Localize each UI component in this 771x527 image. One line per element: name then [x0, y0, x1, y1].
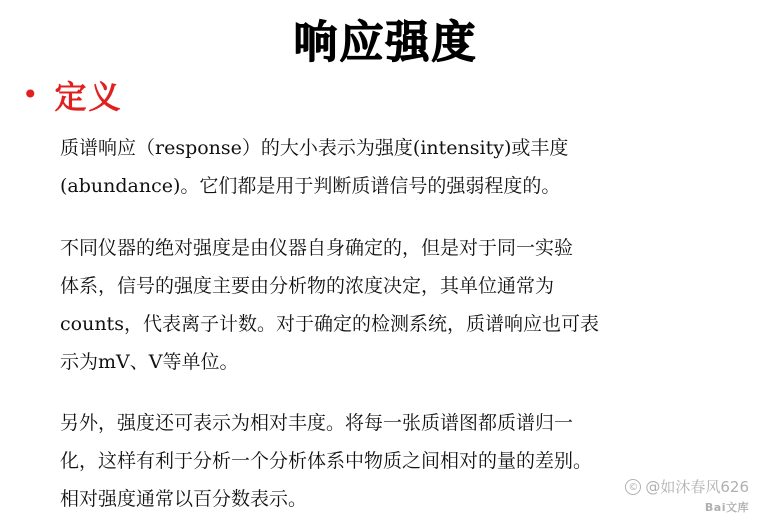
paragraph-line: 化，这样有利于分析一个分析体系中物质之间相对的量的差别。 [60, 450, 593, 472]
paragraph-line: 另外，强度还可表示为相对丰度。将每一张质谱图都质谱归一 [60, 412, 574, 434]
paragraph-line: 体系，信号的强度主要由分析物的浓度决定，其单位通常为 [60, 275, 555, 297]
watermark-author-row [625, 476, 749, 497]
paragraph-line: counts，代表离子计数。对于确定的检测系统，质谱响应也可表 [60, 313, 599, 335]
paragraph-relative-abundance [60, 404, 680, 518]
section-heading: 定义 [54, 78, 123, 116]
paragraph-line: (abundance)。它们都是用于判断质谱信号的强弱程度的。 [60, 175, 561, 197]
definition-section-header [22, 72, 123, 118]
slide-title: 响应强度 [293, 17, 478, 68]
watermark [625, 476, 749, 515]
paragraph-absolute-intensity [60, 229, 680, 381]
paragraph-line: 相对强度通常以百分数表示。 [60, 488, 308, 510]
copyright-icon: © [625, 479, 641, 495]
paragraph-definition [60, 129, 680, 205]
bullet-icon: • [22, 78, 39, 111]
paragraph-line: 不同仪器的绝对强度是由仪器自身确定的，但是对于同一实验 [60, 237, 574, 259]
paragraph-line: 质谱响应（response）的大小表示为强度(intensity)或丰度 [60, 137, 569, 159]
paragraph-line: 示为mV、V等单位。 [60, 351, 239, 373]
watermark-brand: Bai文库 [704, 501, 749, 514]
watermark-author: @如沐春风626 [645, 478, 749, 496]
